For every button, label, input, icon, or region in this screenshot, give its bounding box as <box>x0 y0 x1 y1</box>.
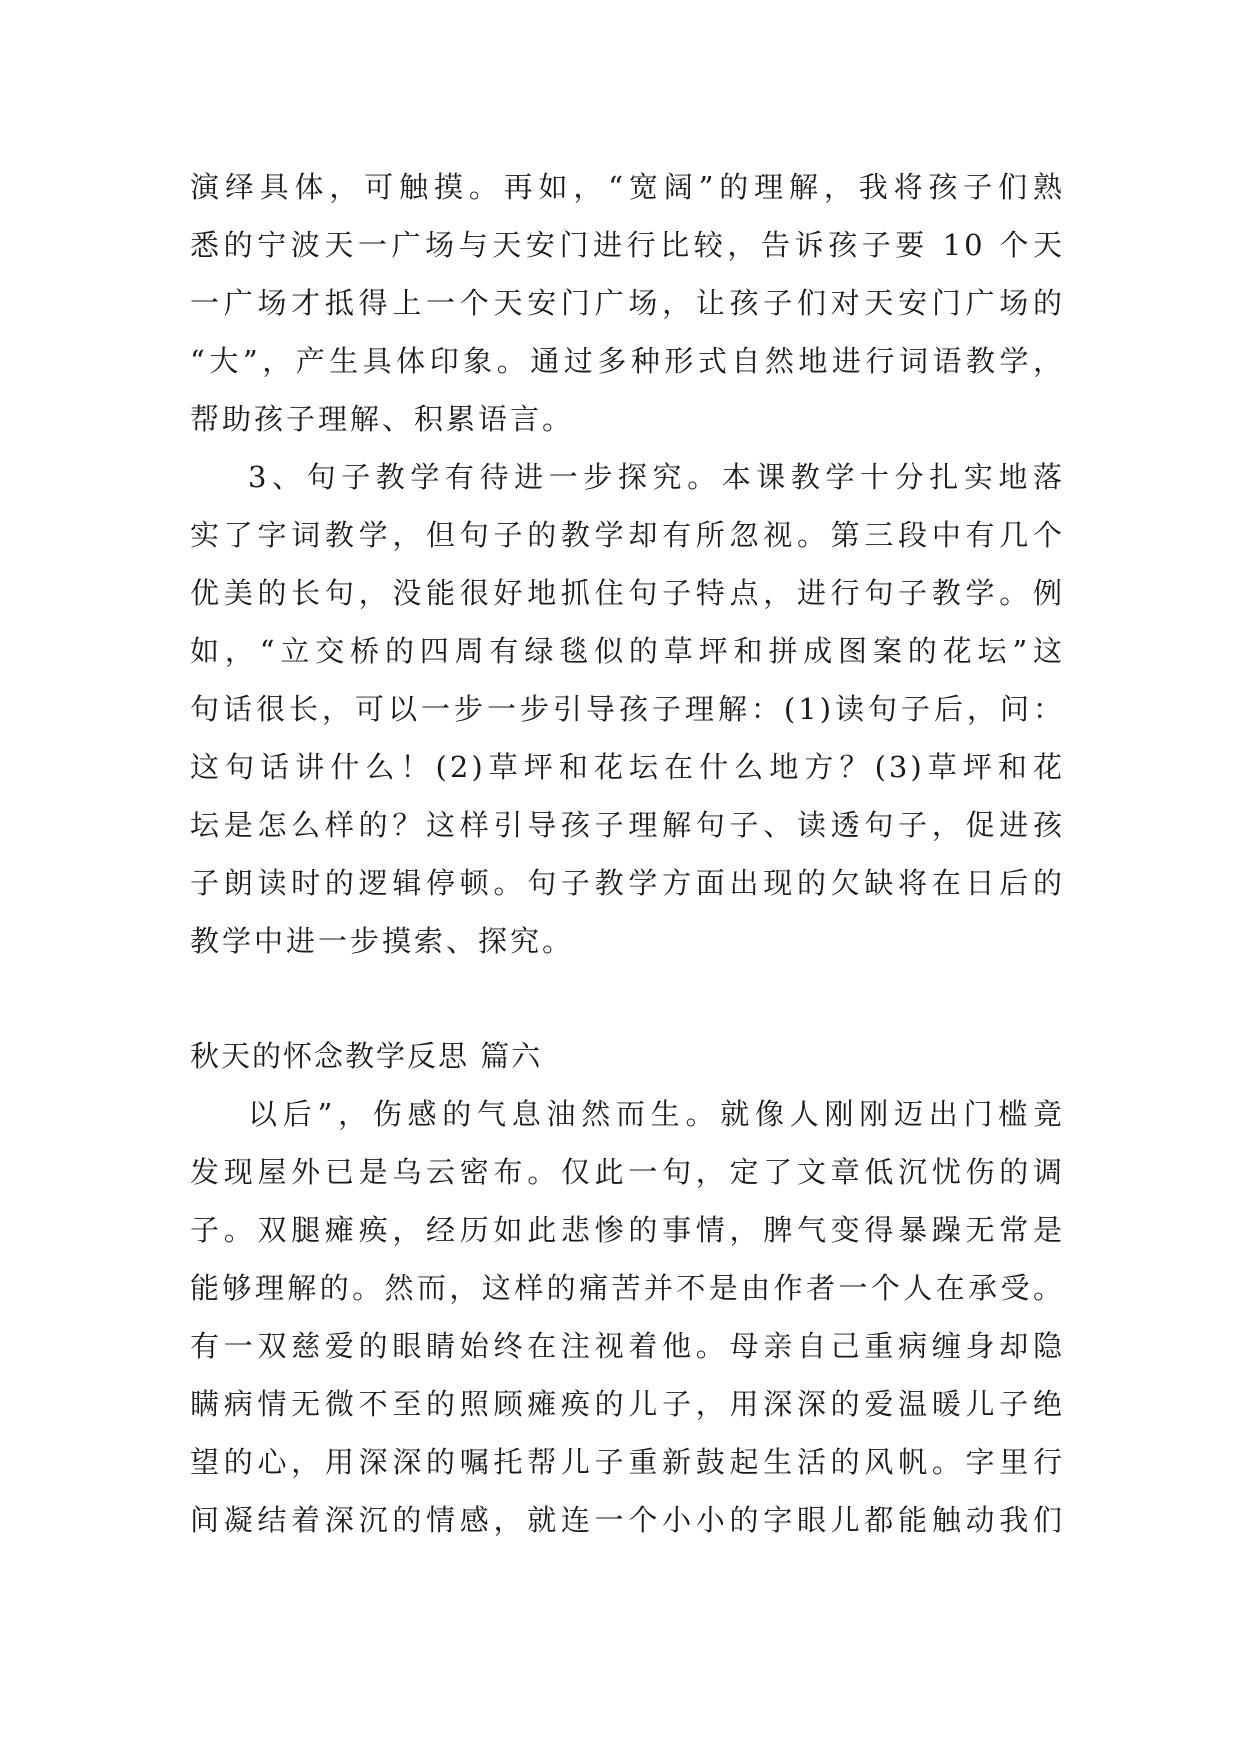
text-line: 3、句子教学有待进一步探究。本课教学十分扎实地落 <box>248 460 1065 494</box>
text-line: 望的心，用深深的嘱托帮儿子重新鼓起生活的风帆。字里行 <box>190 1445 1065 1479</box>
text-line: 子朗读时的逻辑停顿。句子教学方面出现的欠缺将在日后的 <box>190 866 1065 900</box>
text-line: 如，“立交桥的四周有绿毯似的草坪和拼成图案的花坛”这 <box>190 634 1065 668</box>
text-line: 实了字词教学，但句子的教学却有所忽视。第三段中有几个 <box>190 518 1065 552</box>
paragraph-autumn-reflection <box>190 1085 1065 1549</box>
text-line: 有一双慈爱的眼睛始终在注视着他。母亲自己重病缠身却隐 <box>190 1329 1065 1363</box>
text-line: 发现屋外已是乌云密布。仅此一句，定了文章低沉忧伤的调 <box>190 1155 1065 1189</box>
text-line: 帮助孩子理解、积累语言。 <box>190 402 575 436</box>
text-line: 这句话讲什么！(2)草坪和花坛在什么地方？(3)草坪和花 <box>190 750 1065 784</box>
text-line: 悉的宁波天一广场与天安门进行比较，告诉孩子要 10 个天 <box>190 228 1065 262</box>
text-line: 演绎具体，可触摸。再如，“宽阔”的理解，我将孩子们熟 <box>190 170 1065 204</box>
text-line: 坛是怎么样的？这样引导孩子理解句子、读透句子，促进孩 <box>190 808 1065 842</box>
paragraph-vocabulary-teaching <box>190 158 1065 448</box>
section-heading: 秋天的怀念教学反思 篇六 <box>190 1039 543 1073</box>
text-line: 以后”，伤感的气息油然而生。就像人刚刚迈出门槛竟 <box>248 1097 1065 1131</box>
text-line: 优美的长句，没能很好地抓住句子特点，进行句子教学。例 <box>190 576 1065 610</box>
text-line: 一广场才抵得上一个天安门广场，让孩子们对天安门广场的 <box>190 286 1065 320</box>
paragraph-sentence-teaching <box>190 448 1065 970</box>
text-line: 能够理解的。然而，这样的痛苦并不是由作者一个人在承受。 <box>190 1271 1065 1305</box>
text-line: “大”，产生具体印象。通过多种形式自然地进行词语教学， <box>190 344 1065 378</box>
text-line: 瞒病情无微不至的照顾瘫痪的儿子，用深深的爱温暖儿子绝 <box>190 1387 1065 1421</box>
text-line: 句话很长，可以一步一步引导孩子理解：(1)读句子后，问： <box>190 692 1065 726</box>
text-line: 教学中进一步摸索、探究。 <box>190 924 575 958</box>
text-line: 子。双腿瘫痪，经历如此悲惨的事情，脾气变得暴躁无常是 <box>190 1213 1065 1247</box>
text-line: 间凝结着深沉的情感，就连一个小小的字眼儿都能触动我们 <box>190 1503 1065 1537</box>
